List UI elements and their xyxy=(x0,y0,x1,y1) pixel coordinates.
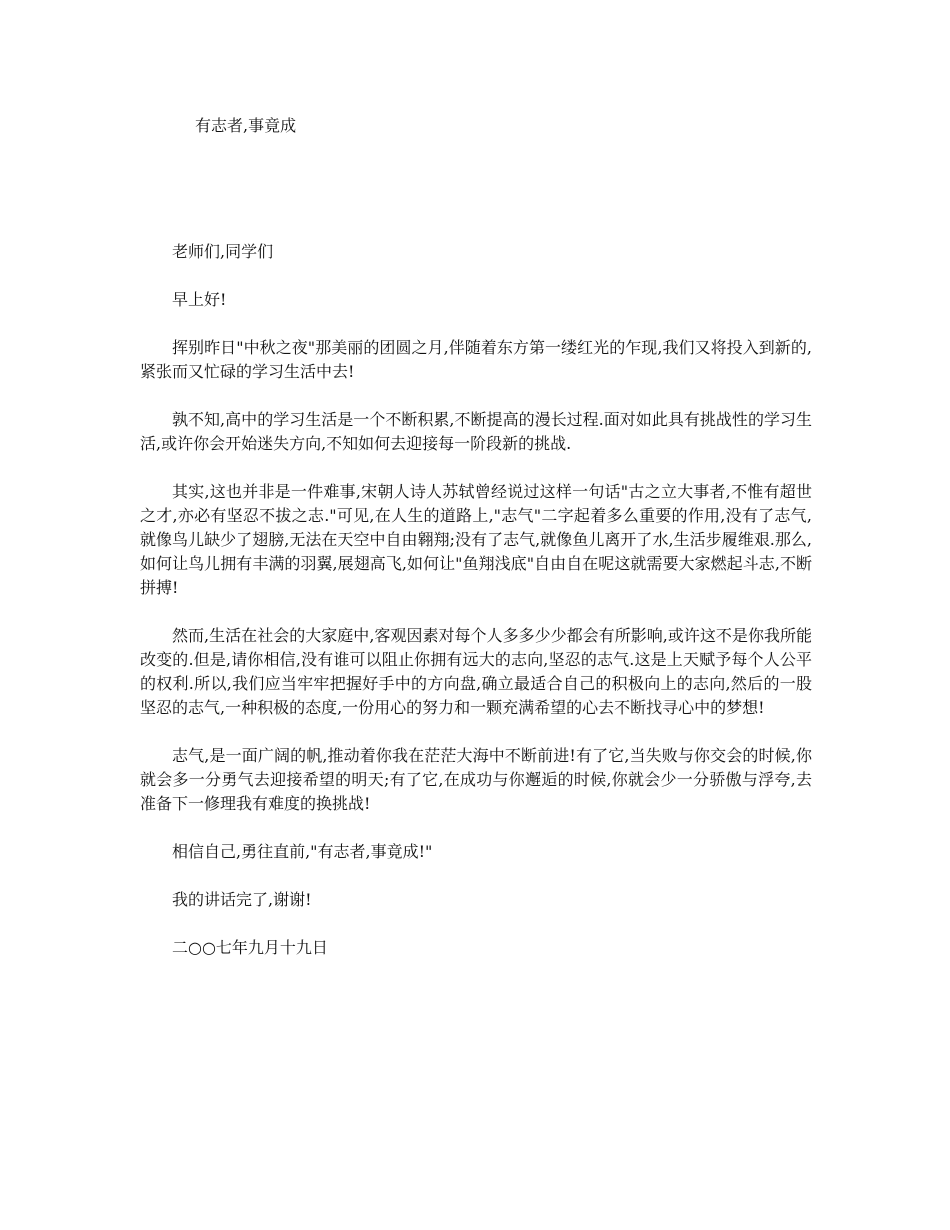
document-title: 有志者,事竟成 xyxy=(195,116,297,135)
body-paragraph: 然而,生活在社会的大家庭中,客观因素对每个人多多少少都会有所影响,或许这不是你我所能改变的.但是,请你相信,没有谁可以阻止你拥有远大的志向,坚忍的志气.这是上天赋予每个人公平的权利.所以,我们应当牢牢把握好手中的方向盘,确立最适合自己的积极向上的志向,然后的一股坚忍的志气,一种积极的态度,一份用心的努力和一颗充满希望的心去不断找寻心中的梦想! xyxy=(140,626,812,717)
salutation: 老师们,同学们 xyxy=(172,242,274,261)
body-paragraph: 孰不知,高中的学习生活是一个不断积累,不断提高的漫长过程.面对如此具有挑战性的学习生活,或许你会开始迷失方向,不知如何去迎接每一阶段新的挑战. xyxy=(140,410,812,453)
closing-quote: 相信自己,勇往直前,"有志者,事竟成!" xyxy=(172,842,433,861)
body-paragraph: 其实,这也并非是一件难事,宋朝人诗人苏轼曾经说过这样一句话"古之立大事者,不惟有超世之才,亦必有坚忍不拔之志."可见,在人生的道路上,"志气"二字起着多么重要的作用,没有了志气,就像鸟儿缺少了翅膀,无法在天空中自由翱翔;没有了志气,就像鱼儿离开了水,生活步履维艰.那么,如何让鸟儿拥有丰满的羽翼,展翅高飞,如何让"鱼翔浅底"自由自在呢这就需要大家燃起斗志,不断拼搏! xyxy=(140,482,812,597)
document-body xyxy=(140,240,812,984)
body-paragraph: 志气,是一面广阔的帆,推动着你我在茫茫大海中不断前进!有了它,当失败与你交会的时候,你就会多一分勇气去迎接希望的明天;有了它,在成功与你邂逅的时候,你就会少一分骄傲与浮夸,去准备下一修理我有难度的换挑战! xyxy=(140,746,812,813)
body-paragraph: 挥别昨日"中秋之夜"那美丽的团圆之月,伴随着东方第一缕红光的乍现,我们又将投入到新的,紧张而又忙碌的学习生活中去! xyxy=(140,338,812,381)
closing-remark: 我的讲话完了,谢谢! xyxy=(172,890,312,909)
greeting: 早上好! xyxy=(172,290,227,309)
document-date: 二○○七年九月十九日 xyxy=(172,938,328,957)
